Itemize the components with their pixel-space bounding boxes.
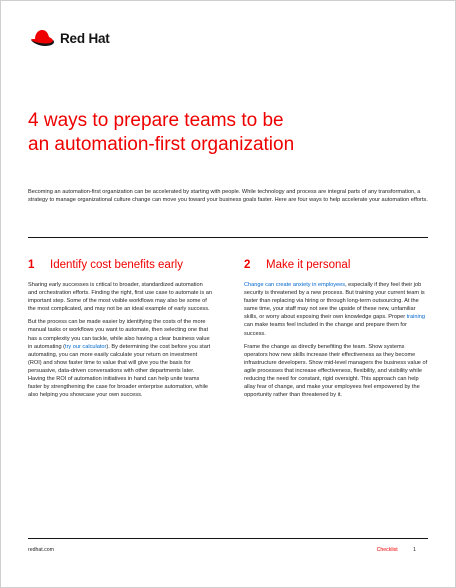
intro-paragraph: Becoming an automation-first organization can be accelerated by starting with people. While technology and process are integral parts of any transformation, a strategy to manage organizational culture change can move you toward your business goals faster. Here are four ways to help accelerate your automation efforts.: [28, 189, 428, 204]
bottom-divider: [28, 538, 428, 539]
change-anxiety-link[interactable]: Change can create anxiety in employees: [244, 282, 346, 288]
section-2-paragraph-1: [244, 281, 428, 338]
section-2-header: [244, 259, 428, 271]
page-number: 1: [413, 547, 416, 553]
footer-doc-type: Checklist: [376, 547, 398, 553]
calculator-link[interactable]: try our calculator: [65, 343, 107, 350]
brand-name: Red Hat: [60, 30, 110, 46]
section-1-p2-text-a: But the process can be made easier by identifying the costs of the more manual tasks or workflows you want to automate, then selecting one that has a complexity you can tackle, while also having a clear business value in automating (: [28, 319, 210, 350]
section-2-number: 2: [244, 259, 251, 271]
section-2-p1-text-b: can make teams feel included in the change and prepare them for success.: [244, 322, 407, 337]
section-2-p1-text-a: , especially if they feel their job security is threatened by a new process. But training your current team is faster than replacing via hiring or through long-term outsourcing. At the same time, your staff may not see the upside of these new, unfamiliar skills, or worry about exposing their own knowledge gaps. Proper: [244, 282, 425, 321]
section-1-heading: Identify cost benefits early: [50, 259, 183, 271]
section-2-heading: Make it personal: [266, 259, 351, 271]
section-2-paragraph-2: Frame the change as directly benefiting the team. Show systems operators how new skills increase their effectiveness as they become infrastructure developers. Show mid-level managers the business value of agile processes that increase effectiveness, flexibility, and visibility while reducing the need for constant, rigid oversight. This approach can help allay fear of change, and make your employees feel empowered by the opportunity rather than threatened by it.: [244, 343, 428, 399]
section-1-p2-text-b: ). By determining the cost before you start automating, you can more easily calculate your return on investment (ROI) and show faster time to value that will give you the basis for persuasive, data-driven conversations with other departments later. Having the ROI of automation initiatives in hand can help unite teams faster by strengthening the case for broader enterprise automation, while also helping you showcase your own success.: [28, 343, 211, 399]
top-divider: [28, 237, 428, 238]
section-1-number: 1: [28, 259, 35, 271]
section-1-paragraph-1: Sharing early successes is critical to broader, standardized automation and orchestration efforts. Finding the right, first use case to automate is an important step. Some of the most visible workflows may also be some of the most complicated, and may not be an ideal example of early success.: [28, 282, 212, 313]
footer-url-link[interactable]: redhat.com: [28, 547, 54, 553]
page-title: [28, 109, 428, 157]
training-link[interactable]: training: [406, 314, 425, 321]
title-line-1: 4 ways to prepare teams to be: [28, 110, 284, 131]
title-line-2: an automation-first organization: [28, 134, 295, 155]
red-hat-logo[interactable]: [28, 25, 110, 51]
section-2: [244, 259, 428, 404]
red-hat-fedora-icon: [28, 28, 56, 48]
section-1-header: [28, 259, 212, 271]
footer-right: [377, 547, 416, 553]
section-1: [28, 259, 212, 404]
section-1-paragraph-2: [28, 318, 212, 399]
